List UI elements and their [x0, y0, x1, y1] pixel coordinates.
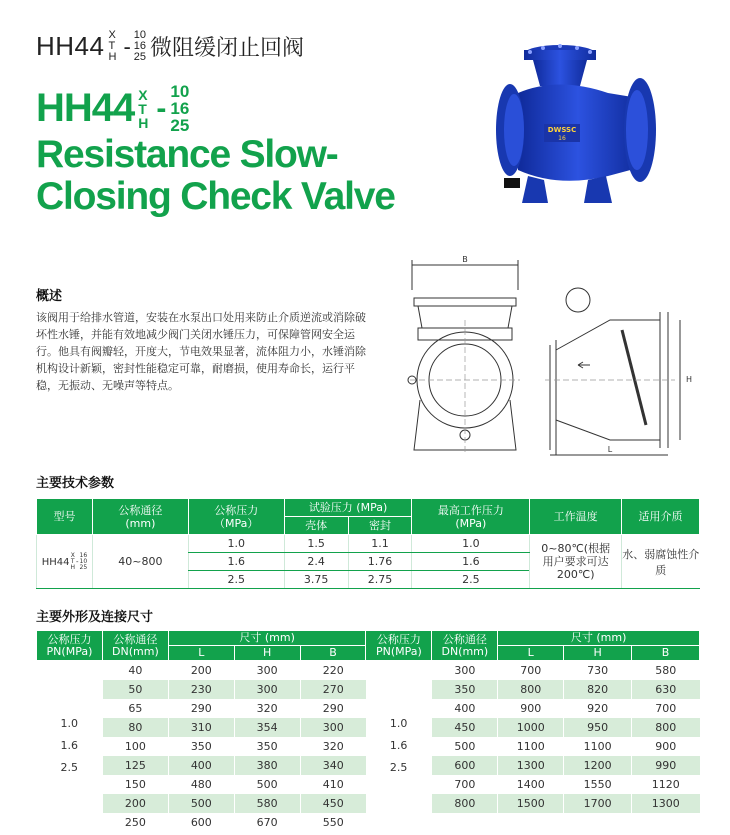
pressure-25: 25 — [133, 51, 147, 63]
cell-seal: 1.1 — [348, 535, 412, 553]
cell-b: 300 — [300, 718, 366, 737]
cell-l: 400 — [168, 756, 234, 775]
cell-l: 1400 — [498, 775, 564, 794]
th-h-left: H — [234, 646, 300, 661]
variant-bottom-big: H — [138, 114, 149, 131]
cell-h: 354 — [234, 718, 300, 737]
cell-b: 800 — [632, 718, 700, 737]
cell-l: 1000 — [498, 718, 564, 737]
pn-value: 1.0 — [389, 717, 408, 731]
cell-dn: 450 — [432, 718, 498, 737]
cell-h: 500 — [234, 775, 300, 794]
model-cell-pressures — [80, 553, 88, 571]
cell-dn: 500 — [432, 737, 498, 756]
cell-pn-group-left — [37, 661, 103, 832]
cell-h: 1100 — [564, 737, 632, 756]
cell-b: 410 — [300, 775, 366, 794]
dimensions-body — [37, 661, 700, 832]
cell-max: 1.6 — [412, 553, 530, 571]
pn-value: 1.0 — [60, 717, 78, 731]
cell-h: 920 — [564, 699, 632, 718]
cell-temp: 0~80℃(根据用户要求可达200℃) — [530, 535, 622, 589]
product-name-en-line2: Closing Check Valve — [36, 175, 395, 218]
dash-big: - — [156, 91, 167, 125]
variant-top: X — [108, 29, 116, 41]
th-size-right: 尺寸 (mm) — [498, 631, 700, 646]
dash: - — [123, 33, 131, 59]
cell-model: HH44 X T H - 16 10 25 — [37, 535, 93, 589]
cell-pn-group-right — [366, 661, 432, 832]
cell-b: 700 — [632, 699, 700, 718]
model-cell-variants — [71, 553, 76, 571]
cell-pn: 1.6 — [188, 553, 284, 571]
cell-dn: 600 — [432, 756, 498, 775]
cell-h: 1550 — [564, 775, 632, 794]
cell-seal: 2.75 — [348, 571, 412, 589]
cell-b: 580 — [632, 661, 700, 680]
th-pn-left: 公称压力 PN(MPa) — [37, 631, 103, 661]
th-pn-right: 公称压力 PN(MPa) — [366, 631, 432, 661]
cell-b: 900 — [632, 737, 700, 756]
cell-dn: 100 — [102, 737, 168, 756]
th-l-right: L — [498, 646, 564, 661]
model-cell-16: 16 — [79, 551, 88, 559]
cell-l: 290 — [168, 699, 234, 718]
cell-l: 310 — [168, 718, 234, 737]
cell-h: 300 — [234, 680, 300, 699]
valve-drawing — [400, 250, 700, 460]
model-cell-h: H — [70, 563, 76, 571]
th-b-left: B — [300, 646, 366, 661]
pressure-25-big: 25 — [170, 116, 190, 135]
cell-shell: 2.4 — [284, 553, 348, 571]
cell-b: 1300 — [632, 794, 700, 813]
cell-b: 450 — [300, 794, 366, 813]
cell-l: 600 — [168, 813, 234, 832]
cell-l: 350 — [168, 737, 234, 756]
model-code: HH44 — [36, 31, 105, 61]
cell-h: 1700 — [564, 794, 632, 813]
model-code-big: HH44 — [36, 86, 135, 130]
cell-l: 500 — [168, 794, 234, 813]
th-size-left: 尺寸 (mm) — [168, 631, 366, 646]
cell-pn: 2.5 — [188, 571, 284, 589]
th-dn: 公称通径 (mm) — [92, 499, 188, 535]
product-name-en-line1: Resistance Slow- — [36, 133, 338, 176]
cell-l: 230 — [168, 680, 234, 699]
pn-value: 2.5 — [60, 761, 78, 775]
th-model: 型号 — [37, 499, 93, 535]
cell-b: 340 — [300, 756, 366, 775]
cell-h: 730 — [564, 661, 632, 680]
th-shell: 壳体 — [284, 517, 348, 535]
th-dn-left: 公称通径 DN(mm) — [102, 631, 168, 661]
th-medium: 适用介质 — [622, 499, 700, 535]
cell-dn-range: 40~800 — [92, 535, 188, 589]
plate-sub: 16 — [558, 135, 566, 142]
cell-dn: 80 — [102, 718, 168, 737]
cell-dn: 250 — [102, 813, 168, 832]
th-b-right: B — [632, 646, 700, 661]
plate-text: DWSSC — [547, 126, 577, 134]
pressure-10-big: 10 — [170, 82, 190, 101]
product-name-en — [36, 134, 395, 218]
variant-bottom: H — [108, 51, 117, 63]
variant-top-big: X — [138, 86, 148, 103]
cell-seal: 1.76 — [348, 553, 412, 571]
cell-h: 820 — [564, 680, 632, 699]
cell-h: 580 — [234, 794, 300, 813]
cell-b: 320 — [300, 737, 366, 756]
th-test: 试验压力 (MPa) — [284, 499, 412, 517]
overview-title: 概述 — [36, 289, 63, 304]
title-big — [36, 83, 189, 134]
cell-h: 350 — [234, 737, 300, 756]
cell-dn: 50 — [102, 680, 168, 699]
cell-b: 220 — [300, 661, 366, 680]
cell-b — [632, 813, 700, 832]
cell-h: 300 — [234, 661, 300, 680]
cell-dn: 800 — [432, 794, 498, 813]
cell-b: 550 — [300, 813, 366, 832]
cell-dn: 40 — [102, 661, 168, 680]
model-cell-x: X — [70, 551, 75, 559]
cell-l: 1300 — [498, 756, 564, 775]
cell-l: 700 — [498, 661, 564, 680]
model-cell-10: 10 — [79, 557, 88, 565]
cell-h: 950 — [564, 718, 632, 737]
cell-h — [564, 813, 632, 832]
pressure-16: 16 — [133, 40, 147, 52]
cell-dn: 125 — [102, 756, 168, 775]
tech-params-table — [36, 498, 700, 589]
pn-value: 1.6 — [389, 739, 408, 753]
cell-l: 1100 — [498, 737, 564, 756]
cell-l: 200 — [168, 661, 234, 680]
pressure-10: 10 — [133, 29, 147, 41]
cell-l — [498, 813, 564, 832]
cell-l: 1500 — [498, 794, 564, 813]
cell-b: 1120 — [632, 775, 700, 794]
model-cell-25: 25 — [79, 563, 88, 571]
pn-value: 2.5 — [389, 761, 408, 775]
dimensions-table — [36, 630, 700, 832]
dim-label-h: H — [685, 375, 693, 384]
cell-dn — [432, 813, 498, 832]
th-temp: 工作温度 — [530, 499, 622, 535]
cell-h: 1200 — [564, 756, 632, 775]
title-cn — [36, 30, 304, 63]
table-row — [37, 661, 700, 680]
cell-max: 1.0 — [412, 535, 530, 553]
tech-params-title: 主要技术参数 — [36, 476, 115, 491]
th-seal: 密封 — [348, 517, 412, 535]
pressure-16-big: 16 — [170, 99, 190, 118]
dim-label-l: L — [607, 445, 613, 454]
cell-max: 2.5 — [412, 571, 530, 589]
cell-shell: 3.75 — [284, 571, 348, 589]
model-cell-text: HH44 — [41, 556, 70, 568]
cell-pn: 1.0 — [188, 535, 284, 553]
cell-dn: 350 — [432, 680, 498, 699]
cell-h: 320 — [234, 699, 300, 718]
th-max-work: 最高工作压力 (MPa) — [412, 499, 530, 535]
th-l-left: L — [168, 646, 234, 661]
product-name-cn: 微阻缓闭止回阀 — [150, 35, 305, 60]
model-cell-t: T — [70, 557, 75, 565]
cell-dn: 700 — [432, 775, 498, 794]
cell-dn: 200 — [102, 794, 168, 813]
th-pn: 公称压力 （MPa） — [188, 499, 284, 535]
pn-value: 1.6 — [60, 739, 78, 753]
valve-photo — [488, 38, 678, 213]
cell-dn: 65 — [102, 699, 168, 718]
dim-label-b: B — [462, 255, 468, 264]
cell-dn: 150 — [102, 775, 168, 794]
th-dn-right: 公称通径 DN(mm) — [432, 631, 498, 661]
cell-dn: 400 — [432, 699, 498, 718]
cell-l: 800 — [498, 680, 564, 699]
cell-l: 900 — [498, 699, 564, 718]
cell-b: 990 — [632, 756, 700, 775]
cell-h: 670 — [234, 813, 300, 832]
cell-b: 290 — [300, 699, 366, 718]
cell-b: 270 — [300, 680, 366, 699]
dimensions-title: 主要外形及连接尺寸 — [36, 610, 154, 625]
cell-shell: 1.5 — [284, 535, 348, 553]
cell-medium: 水、弱腐蚀性介质 — [622, 535, 700, 589]
cell-dn: 300 — [432, 661, 498, 680]
cell-b: 630 — [632, 680, 700, 699]
cell-l: 480 — [168, 775, 234, 794]
cell-h: 380 — [234, 756, 300, 775]
variant-mid: T — [108, 40, 116, 52]
th-h-right: H — [564, 646, 632, 661]
overview-text: 该阀用于给排水管道，安装在水泵出口处用来防止介质逆流或消除破坏性水锤，并能有效地减少阀门关闭水锤压力，可保障管网安全运行。他具有阀瓣轻，开度大，节电效果显著，流体阻力小，水锤消除机构设计新颖，密封性能稳定可靠，耐磨损，使用寿命长，运行平稳，无振动、无噪声等特点。 — [36, 311, 366, 392]
variant-mid-big: T — [138, 100, 147, 117]
